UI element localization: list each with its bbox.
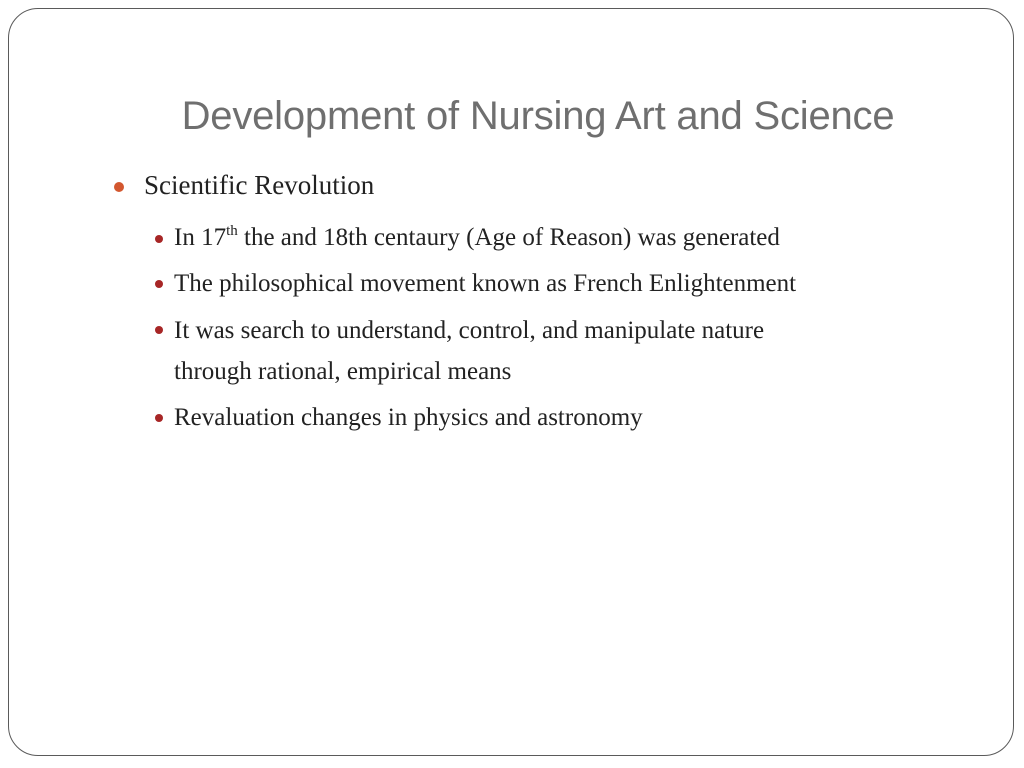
bullet-item-1-post: the and 18th centaury (Age of Reason) was generated: [237, 224, 780, 251]
bullet-level2-icon: [155, 414, 163, 422]
bullet-item-1: [174, 217, 780, 258]
bullet-level1-text: Scientific Revolution: [144, 170, 375, 200]
bullet-item-3-line1: It was search to understand, control, and manipulate nature: [174, 317, 765, 344]
bullet-level2-icon: [155, 326, 163, 334]
bullet-level2-icon: [155, 280, 163, 288]
bullet-item-4: Revaluation changes in physics and astronomy: [174, 404, 643, 431]
bullet-item-3-line2: through rational, empirical means: [174, 358, 512, 385]
bullet-item-3: [174, 310, 764, 392]
bullet-level2-icon: [155, 235, 163, 243]
slide-title: Development of Nursing Art and Science: [181, 94, 895, 138]
bullet-item-1-pre: In 17: [174, 224, 227, 251]
bullet-item-2: The philosophical movement known as French Enlightenment: [174, 270, 797, 297]
bullet-level1-icon: [114, 182, 124, 192]
bullet-item-1-sup: th: [226, 223, 238, 239]
